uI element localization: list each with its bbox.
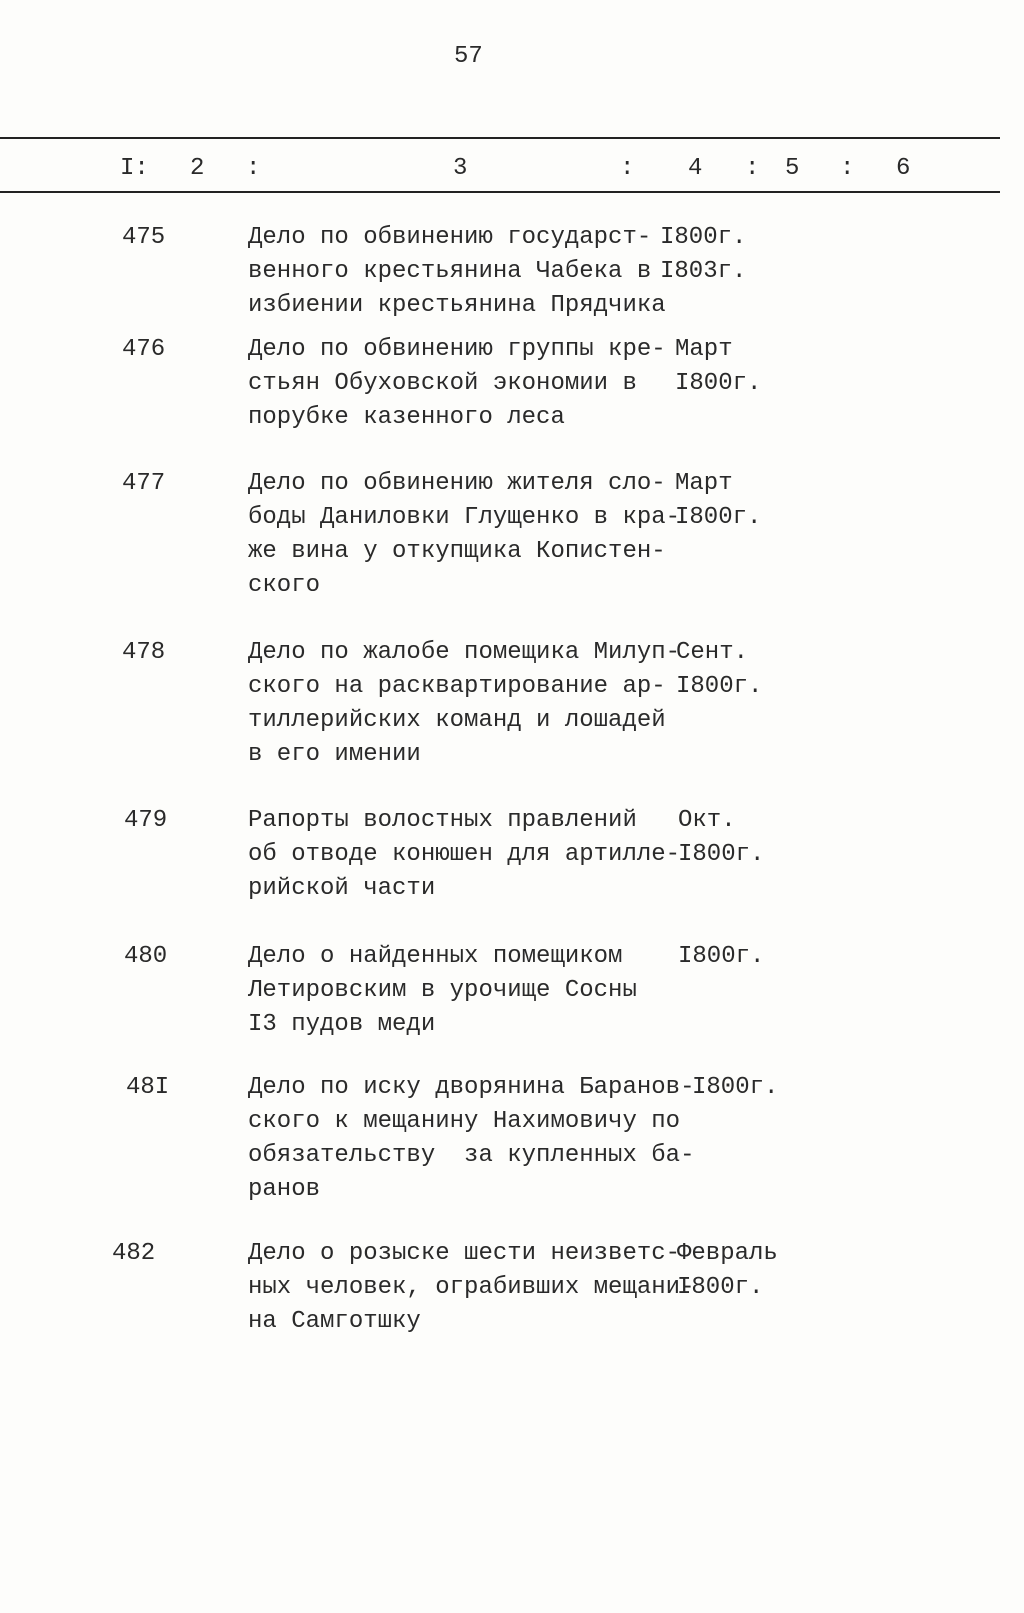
entry-number: 479 [124,807,168,834]
date-line: Сент. [676,639,749,666]
description-line: обязательству за купленных ба- [248,1142,695,1169]
column-6-header: 6 [896,155,911,182]
entry-date [678,804,764,872]
column-5-header: 5 [785,155,800,182]
entry-date [675,467,761,535]
date-line: I803г. [660,258,747,285]
entry-number: 480 [124,943,168,970]
description-line: венного крестьянина Чабека в [248,258,652,285]
date-line: Окт. [678,807,736,834]
column-3-header: 3 [453,155,468,182]
entry-description [248,636,680,772]
entry-number: 475 [122,224,166,251]
description-line: Летировским в урочище Сосны [248,977,637,1004]
description-line: Дело о розыске шести неизветс- [248,1240,681,1267]
column-separator: : [745,155,760,182]
entry-number: 482 [112,1240,156,1267]
date-line: I800г. [676,673,763,700]
description-line: Дело по жалобе помещика Милуп- [248,639,681,666]
description-line: об отводе конюшен для артилле- [248,841,681,868]
date-line: I800г. [678,841,765,868]
description-line: тиллерийских команд и лошадей [248,707,666,734]
date-line: Март [675,336,733,363]
column-4-header: 4 [688,155,703,182]
column-1-header: I: [120,155,149,182]
date-line: I800г. [675,504,762,531]
description-line: Дело по обвинению государст- [248,224,652,251]
description-line: стьян Обуховской экономии в [248,370,637,397]
entry-description [248,333,666,435]
entry-date [675,333,761,401]
column-separator: : [246,155,261,182]
entry-date [692,1071,778,1105]
description-line: Дело по обвинению группы кре- [248,336,666,363]
table-header-bottom-rule [0,191,1000,193]
column-separator: : [840,155,855,182]
description-line: боды Даниловки Глущенко в кра- [248,504,681,531]
description-line: ского к мещанину Нахимовичу по [248,1108,681,1135]
entry-date [660,221,746,289]
description-line: Дело по иску дворянина Баранов- [248,1074,695,1101]
date-line: I800г. [660,224,747,251]
entry-date [678,940,764,974]
description-line: Дело о найденных помещиком [248,943,623,970]
entry-description [248,221,666,323]
description-line: ского [248,572,321,599]
table-header-top-rule [0,137,1000,139]
description-line: ранов [248,1176,321,1203]
entry-date [677,1237,778,1305]
description-line: порубке казенного леса [248,404,565,431]
entry-description [248,467,680,603]
column-separator: : [620,155,635,182]
entry-number: 477 [122,470,166,497]
description-line: избиении крестьянина Прядчика [248,292,666,319]
column-2-header: 2 [190,155,205,182]
description-line: ского на расквартирование ар- [248,673,666,700]
description-line: же вина у откупщика Копистен- [248,538,666,565]
entry-description [248,804,680,906]
date-line: I800г. [677,1274,764,1301]
date-line: I800г. [692,1074,779,1101]
entry-description [248,1237,694,1339]
date-line: I800г. [678,943,765,970]
page-number: 57 [454,43,483,70]
entry-number: 48I [126,1074,170,1101]
description-line: в его имении [248,741,421,768]
date-line: Февраль [677,1240,778,1267]
entry-description [248,1071,694,1207]
entry-number: 476 [122,336,166,363]
date-line: I800г. [675,370,762,397]
description-line: ных человек, ограбивших мещани- [248,1274,695,1301]
entry-date [676,636,762,704]
date-line: Март [675,470,733,497]
entry-number: 478 [122,639,166,666]
description-line: рийской части [248,875,436,902]
description-line: Рапорты волостных правлений [248,807,637,834]
description-line: I3 пудов меди [248,1011,436,1038]
entry-description [248,940,637,1042]
description-line: Дело по обвинению жителя сло- [248,470,666,497]
description-line: на Самготшку [248,1308,421,1335]
